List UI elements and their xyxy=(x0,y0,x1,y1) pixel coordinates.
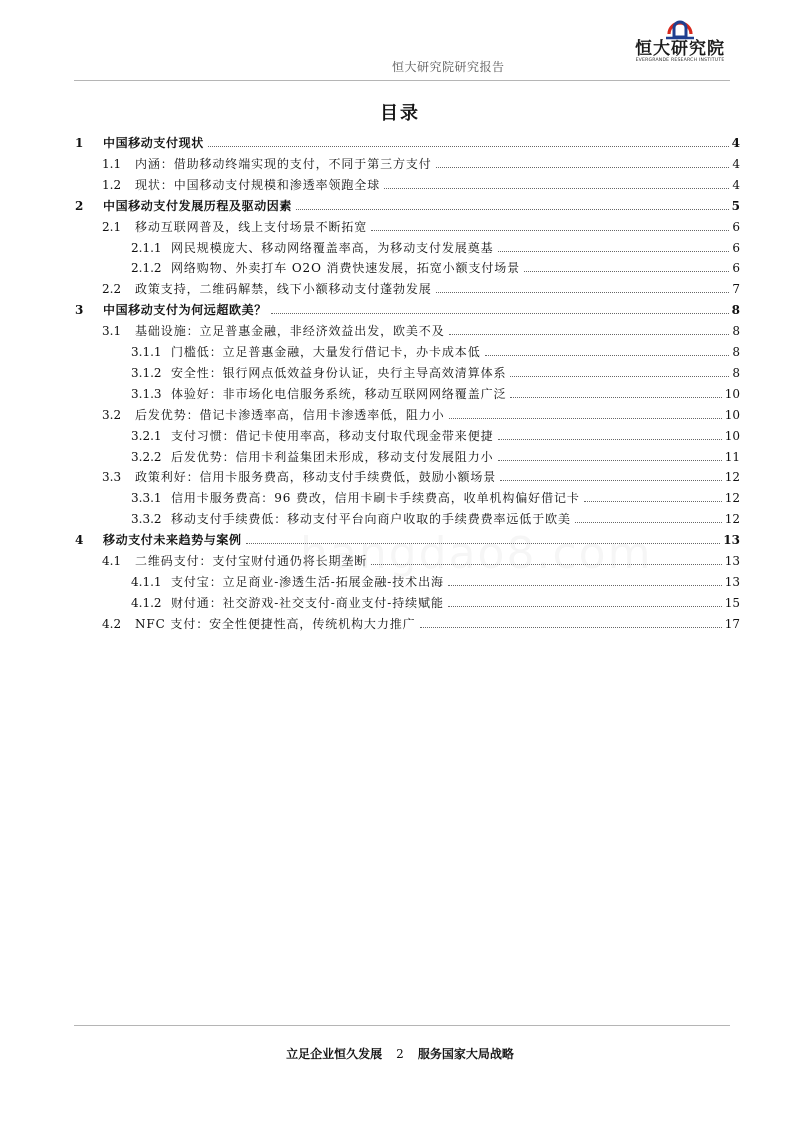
toc-entry-3-2-1[interactable] xyxy=(74,422,740,443)
toc-entry-number: 4.1.1 xyxy=(131,574,162,589)
toc-dot-leader xyxy=(371,230,729,231)
toc-entry-page: 10 xyxy=(724,428,740,443)
toc-entry-number: 4.1.2 xyxy=(131,595,162,610)
toc-title: 目录 xyxy=(380,103,420,124)
toc-entry-number: 4.1 xyxy=(102,554,122,568)
toc-entry-title: 基础设施：立足普惠金融，非经济效益出发，欧美不及 xyxy=(135,324,445,339)
toc-entry-title: 中国移动支付现状 xyxy=(103,136,204,150)
toc-dot-leader xyxy=(449,418,722,419)
toc-entry-3-2-2[interactable] xyxy=(74,443,740,464)
toc-entry-title: 现状：中国移动支付规模和渗透率领跑全球 xyxy=(135,177,381,192)
toc-dot-leader xyxy=(296,209,729,210)
toc-entry-number: 1.1 xyxy=(102,156,122,171)
toc-dot-leader xyxy=(271,313,729,314)
toc-dot-leader xyxy=(575,522,722,523)
toc-entry-title: 体验好：非市场化电信服务系统，移动互联网网络覆盖广泛 xyxy=(171,386,507,401)
toc-entry-page: 13 xyxy=(723,533,740,548)
toc-entry-number: 3.1.3 xyxy=(131,386,162,401)
toc-dot-leader xyxy=(485,355,730,356)
page-footer xyxy=(0,1045,800,1062)
toc-entry-2-1-2[interactable] xyxy=(74,254,740,275)
toc-entry-page: 5 xyxy=(731,198,740,213)
toc-entry-1-2[interactable] xyxy=(74,171,740,192)
toc-entry-number: 3 xyxy=(75,303,84,318)
toc-dot-leader xyxy=(584,501,722,502)
toc-dot-leader xyxy=(500,480,722,481)
toc-entry-3[interactable] xyxy=(74,296,740,317)
toc-entry-3-1-1[interactable] xyxy=(74,338,740,359)
toc-entry-3-2[interactable] xyxy=(74,401,740,422)
toc-dot-leader xyxy=(498,439,722,440)
toc-entry-number: 3.2.1 xyxy=(131,428,162,443)
toc-entry-title: 移动互联网普及，线上支付场景不断拓宽 xyxy=(135,219,368,234)
toc-entry-page: 4 xyxy=(731,136,740,150)
toc-entry-title: 网络购物、外卖打车 O2O 消费快速发展，拓宽小额支付场景 xyxy=(171,261,521,276)
toc-dot-leader xyxy=(208,146,729,147)
toc-entry-number: 2.1 xyxy=(102,219,122,234)
toc-entry-page: 12 xyxy=(724,491,740,506)
toc-entry-page: 12 xyxy=(724,470,740,485)
report-title: 恒大研究院研究报告 xyxy=(392,60,505,74)
toc-entry-title: 移动支付手续费低：移动支付平台向商户收取的手续费费率远低于欧美 xyxy=(171,512,571,527)
toc-entry-2-1-1[interactable] xyxy=(74,234,740,255)
toc-dot-leader xyxy=(436,292,730,293)
toc-entry-4-1-2[interactable] xyxy=(74,589,740,610)
toc-entry-number: 4.2 xyxy=(102,616,122,631)
toc-entry-page: 8 xyxy=(732,365,740,380)
toc-dot-leader xyxy=(436,167,730,168)
toc-entry-3-1[interactable] xyxy=(74,317,740,338)
toc-entry-4-2[interactable] xyxy=(74,610,740,631)
toc-entry-page: 6 xyxy=(732,240,740,255)
toc-entry-number: 2.2 xyxy=(102,282,122,297)
toc-entry-page: 13 xyxy=(724,574,740,589)
evergrande-logo-icon xyxy=(663,14,697,40)
toc-entry-page: 11 xyxy=(724,449,740,464)
toc-entry-number: 3.2.2 xyxy=(131,449,162,464)
footer-slogan-left: 立足企业恒久发展 xyxy=(286,1047,383,1061)
toc-entry-1[interactable] xyxy=(74,129,740,150)
toc-entry-page: 8 xyxy=(732,324,740,339)
footer-slogan-right: 服务国家大局战略 xyxy=(417,1047,514,1061)
toc-entry-2-2[interactable] xyxy=(74,275,740,296)
toc-entry-2-1[interactable] xyxy=(74,213,740,234)
toc-dot-leader xyxy=(420,627,722,628)
toc-entry-3-3[interactable] xyxy=(74,463,740,484)
toc-dot-leader xyxy=(510,397,721,398)
toc-entry-number: 3.3.1 xyxy=(131,491,162,506)
toc-entry-page: 10 xyxy=(724,386,740,401)
toc-entry-1-1[interactable] xyxy=(74,150,740,171)
toc-entry-page: 4 xyxy=(732,177,740,192)
toc-entry-number: 3.1 xyxy=(102,324,122,339)
toc-entry-3-3-2[interactable] xyxy=(74,505,740,526)
toc-entry-number: 1.2 xyxy=(102,177,122,192)
toc-entry-page: 4 xyxy=(732,156,740,171)
toc-entry-3-1-2[interactable] xyxy=(74,359,740,380)
toc-entry-number: 2 xyxy=(75,198,84,213)
page-number: 2 xyxy=(396,1047,404,1061)
toc-dot-leader xyxy=(448,585,722,586)
watermark: hangdao8.com xyxy=(300,528,653,579)
toc-entry-number: 2.1.1 xyxy=(131,240,162,255)
toc-entry-title: 内涵：借助移动终端实现的支付，不同于第三方支付 xyxy=(135,156,432,171)
footer-divider xyxy=(74,1025,730,1026)
toc-entry-title: 后发优势：借记卡渗透率高，信用卡渗透率低，阻力小 xyxy=(135,407,445,422)
toc-dot-leader xyxy=(524,271,729,272)
toc-entry-page: 15 xyxy=(724,595,740,610)
toc-entry-title: NFC 支付：安全性便捷性高，传统机构大力推广 xyxy=(135,616,416,631)
toc-entry-page: 8 xyxy=(731,303,740,318)
toc-entry-3-3-1[interactable] xyxy=(74,484,740,505)
toc-entry-page: 17 xyxy=(724,616,740,631)
toc-entry-title: 安全性：银行网点低效益身份认证，央行主导高效清算体系 xyxy=(171,365,507,380)
toc-dot-leader xyxy=(449,334,730,335)
toc-dot-leader xyxy=(498,251,730,252)
toc-entry-number: 1 xyxy=(75,136,84,150)
toc-entry-number: 3.3.2 xyxy=(131,512,162,527)
logo-name-en: EVERGRANDE RESEARCH INSTITUTE xyxy=(635,58,725,63)
toc-entry-page: 6 xyxy=(732,261,740,276)
toc-entry-title: 门槛低：立足普惠金融，大量发行借记卡，办卡成本低 xyxy=(171,345,481,359)
toc-entry-page: 10 xyxy=(724,407,740,422)
toc-entry-2[interactable] xyxy=(74,192,740,213)
toc-dot-leader xyxy=(498,460,722,461)
toc-entry-3-1-3[interactable] xyxy=(74,380,740,401)
toc-dot-leader xyxy=(510,376,729,377)
toc-entry-title: 网民规模庞大、移动网络覆盖率高，为移动支付发展奠基 xyxy=(171,240,494,255)
toc-entry-title: 政策支持，二维码解禁，线下小额移动支付蓬勃发展 xyxy=(135,282,432,297)
toc-entry-title: 支付习惯：借记卡使用率高，移动支付取代现金带来便捷 xyxy=(171,428,494,443)
toc-entry-title: 信用卡服务费高：96 费改，信用卡刷卡手续费高，收单机构偏好借记卡 xyxy=(171,491,580,506)
toc-entry-page: 8 xyxy=(732,345,740,359)
evergrande-logo xyxy=(630,14,730,76)
toc-entry-title: 支付宝：立足商业-渗透生活-拓展金融-技术出海 xyxy=(171,574,444,589)
toc-entry-number: 4 xyxy=(75,533,84,548)
toc-entry-page: 12 xyxy=(724,512,740,527)
header-divider xyxy=(74,80,730,81)
toc-dot-leader xyxy=(384,188,729,189)
toc-entry-title: 中国移动支付发展历程及驱动因素 xyxy=(103,198,293,213)
toc-entry-number: 3.2 xyxy=(102,407,122,422)
logo-name-cn: 恒大研究院 xyxy=(635,39,725,59)
toc-entry-title: 二维码支付：支付宝财付通仍将长期垄断 xyxy=(135,554,368,568)
toc-entry-number: 2.1.2 xyxy=(131,261,162,276)
toc-entry-page: 6 xyxy=(732,219,740,234)
toc-entry-page: 13 xyxy=(724,554,740,568)
toc-entry-title: 财付通：社交游戏-社交支付-商业支付-持续赋能 xyxy=(171,595,444,610)
toc-entry-number: 3.3 xyxy=(102,470,122,485)
toc-entry-title: 后发优势：信用卡利益集团未形成，移动支付发展阻力小 xyxy=(171,449,494,464)
toc-entry-title: 移动支付未来趋势与案例 xyxy=(103,533,242,548)
toc-entry-number: 3.1.1 xyxy=(131,345,162,359)
toc-dot-leader xyxy=(448,606,722,607)
toc-entry-title: 政策利好：信用卡服务费高，移动支付手续费低，鼓励小额场景 xyxy=(135,470,497,485)
toc-entry-number: 3.1.2 xyxy=(131,365,162,380)
toc-entry-title: 中国移动支付为何远超欧美？ xyxy=(103,303,267,318)
toc-entry-page: 7 xyxy=(732,282,740,297)
page-header xyxy=(74,14,730,76)
